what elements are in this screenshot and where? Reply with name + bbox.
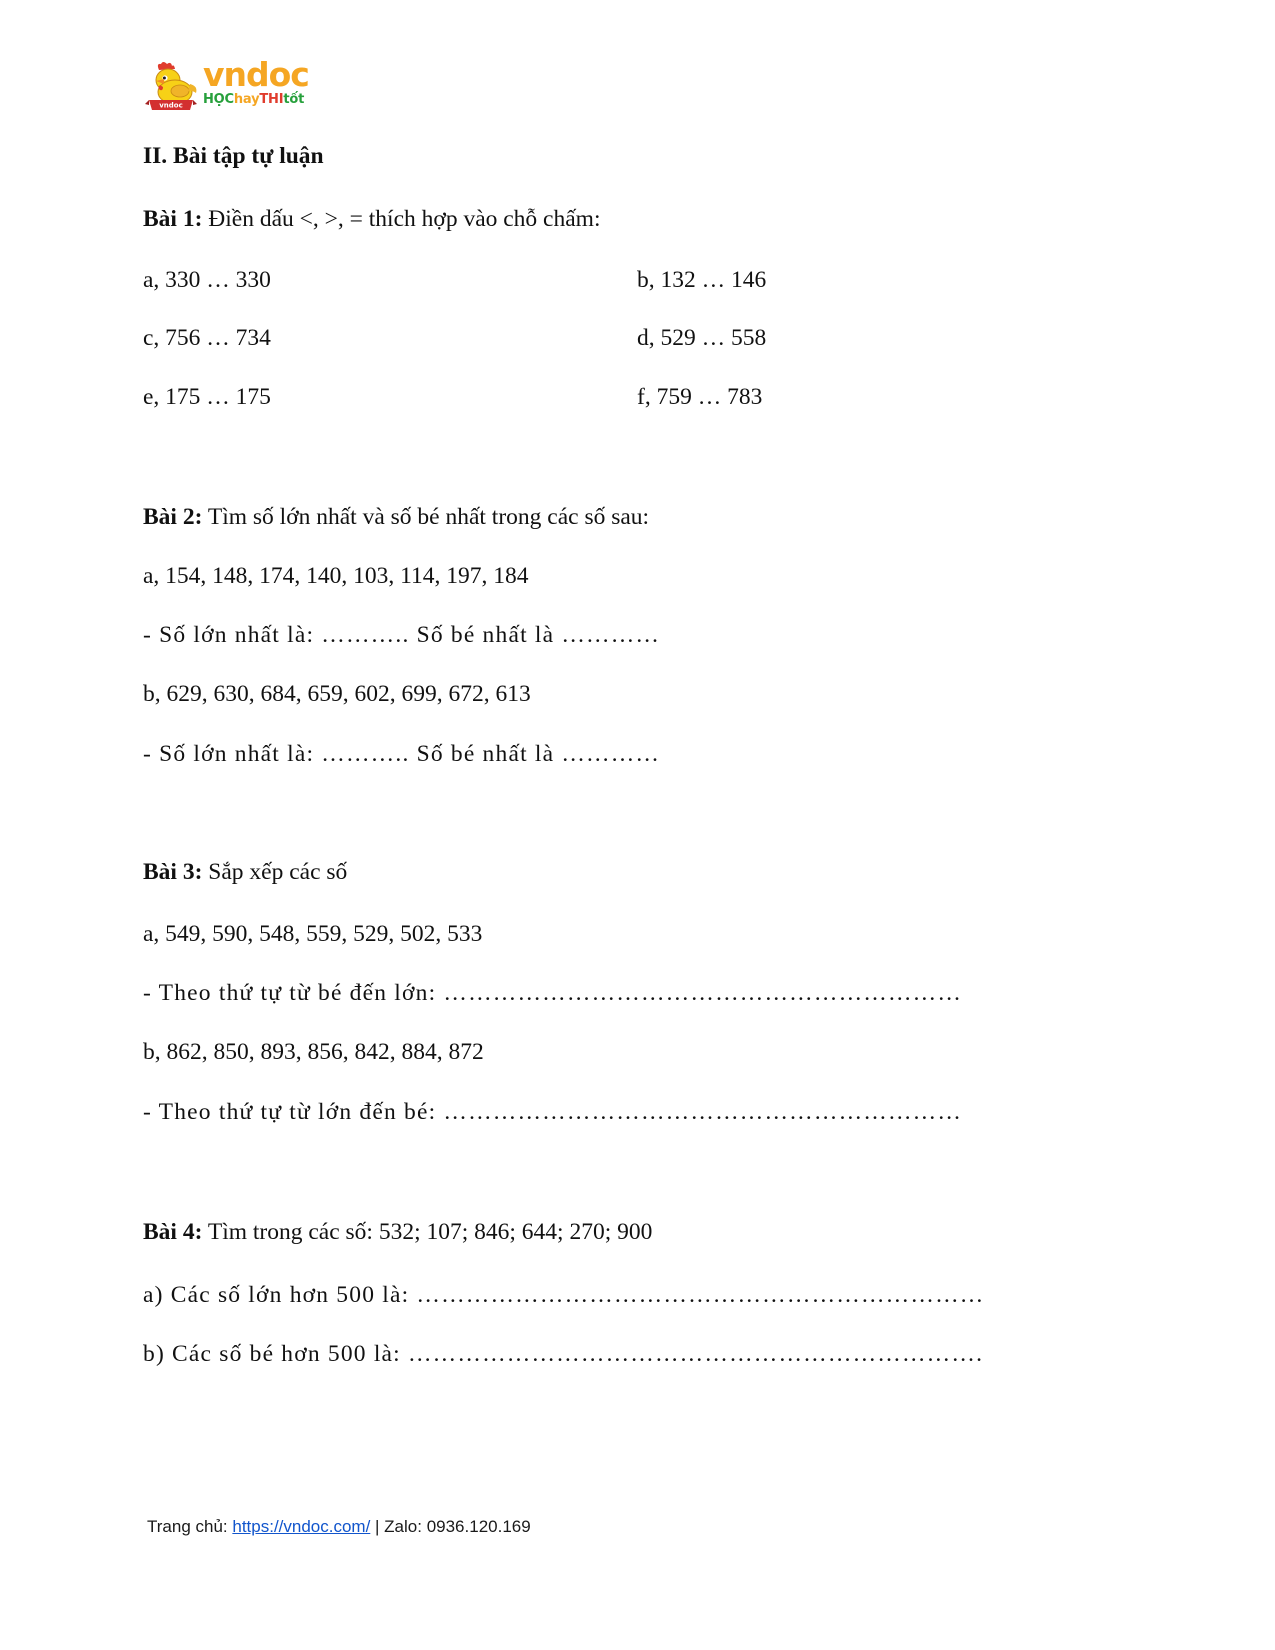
- exercise-1-item-d: d, 529 … 558: [637, 325, 767, 351]
- logo-tagline-tot: tốt: [283, 92, 305, 107]
- footer-suffix: | Zalo: 0936.120.169: [370, 1517, 531, 1536]
- section-heading: II. Bài tập tự luận: [143, 143, 324, 169]
- exercise-3-text: Sắp xếp các số: [202, 859, 348, 885]
- logo-tagline-hoc: HỌC: [203, 92, 234, 107]
- exercise-4-line-2: b) Các số bé hơn 500 là: …………………………………………………………….: [143, 1341, 984, 1367]
- logo-tagline-thi: THI: [259, 92, 284, 107]
- exercise-2-label: Bài 2:: [143, 504, 203, 530]
- exercise-3-line-1: a, 549, 590, 548, 559, 529, 502, 533: [143, 921, 483, 947]
- exercise-1-item-e: e, 175 … 175: [143, 384, 271, 410]
- exercise-3-line-4: - Theo thứ tự từ lớn đến bé: ………………………………………………………: [143, 1099, 963, 1125]
- exercise-4-label: Bài 4:: [143, 1219, 203, 1245]
- exercise-3-label: Bài 3:: [143, 859, 203, 885]
- exercise-4-text: Tìm trong các số: 532; 107; 846; 644; 270; 900: [202, 1219, 653, 1245]
- svg-text:vndoc: vndoc: [159, 101, 183, 110]
- exercise-2-line-1: a, 154, 148, 174, 140, 103, 114, 197, 184: [143, 563, 529, 589]
- footer: [147, 1516, 531, 1538]
- exercise-2-prompt: [143, 503, 649, 531]
- exercise-2-line-4: - Số lớn nhất là: ……….. Số bé nhất là …………: [143, 741, 661, 767]
- exercise-2-line-3: b, 629, 630, 684, 659, 602, 699, 672, 613: [143, 681, 531, 707]
- exercise-1-text: Điền dấu <, >, = thích hợp vào chỗ chấm:: [202, 206, 601, 232]
- exercise-1-prompt: [143, 205, 600, 233]
- footer-url-link[interactable]: https://vndoc.com/: [232, 1517, 371, 1536]
- exercise-1-item-a: a, 330 … 330: [143, 267, 271, 293]
- exercise-2-line-2: - Số lớn nhất là: ……….. Số bé nhất là …………: [143, 622, 661, 648]
- exercise-3-line-3: b, 862, 850, 893, 856, 842, 884, 872: [143, 1039, 484, 1065]
- footer-prefix: Trang chủ:: [147, 1517, 233, 1536]
- vndoc-logo: [143, 55, 318, 116]
- exercise-4-prompt: [143, 1218, 652, 1246]
- exercise-2-text: Tìm số lớn nhất và số bé nhất trong các số sau:: [202, 504, 650, 530]
- exercise-1-label: Bài 1:: [143, 206, 203, 232]
- exercise-4-line-1: a) Các số lớn hơn 500 là: ……………………………………………………………: [143, 1282, 985, 1308]
- logo-word: vndoc: [203, 55, 309, 94]
- exercise-3-prompt: [143, 858, 347, 886]
- exercise-3-line-2: - Theo thứ tự từ bé đến lớn: ………………………………………………………: [143, 980, 963, 1006]
- logo-tagline: [203, 92, 321, 107]
- exercise-1-item-b: b, 132 … 146: [637, 267, 767, 293]
- chicken-mascot-icon: [143, 60, 201, 114]
- exercise-1-item-f: f, 759 … 783: [637, 384, 763, 410]
- logo-tagline-hay: hay: [233, 92, 260, 107]
- exercise-1-item-c: c, 756 … 734: [143, 325, 271, 351]
- logo-wordmark: [203, 55, 321, 107]
